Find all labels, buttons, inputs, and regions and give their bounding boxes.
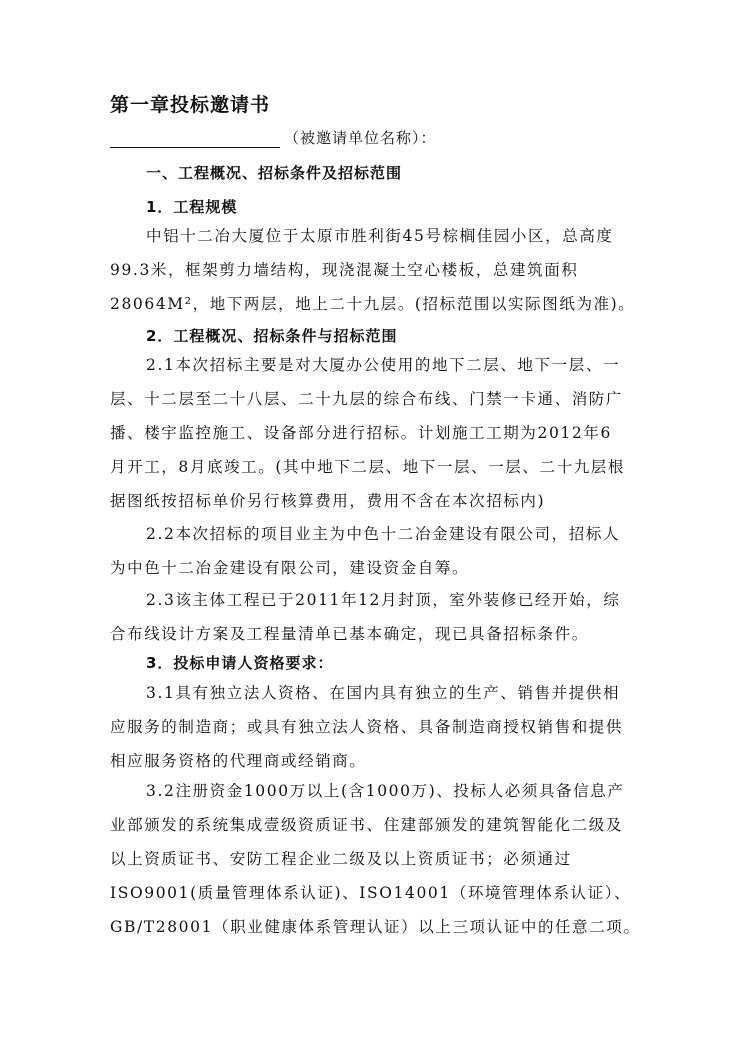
p22-line-2: 为中色十二冶金建设有限公司，建设资金自筹。 (110, 559, 470, 577)
sub1-paragraph (110, 219, 640, 321)
sub1-line-3: 28064M²，地下两层，地上二十九层。(招标范围以实际图纸为准)。 (110, 295, 636, 313)
p23-line-2: 合布线设计方案及工程量清单已基本确定，现已具备招标条件。 (110, 625, 589, 643)
p32-line-2: 业部颁发的系统集成壹级资质证书、住建部颁发的建筑智能化二级及 (110, 816, 624, 834)
invitee-blank (110, 131, 280, 148)
p32-line-1: 3.2注册资金1000万以上(含1000万)、投标人必须具备信息产 (146, 782, 625, 800)
sub2-heading: 2．工程概况、招标条件与招标范围 (146, 327, 398, 345)
p21-paragraph (110, 348, 640, 518)
p22-paragraph (110, 517, 640, 585)
chapter-title: 第一章投标邀请书 (110, 94, 271, 116)
p23-line-1: 2.3该主体工程已于2011年12月封顶，室外装修已经开始，综 (146, 591, 621, 609)
p31-paragraph (110, 676, 640, 778)
sub1-line-2: 99.3米，框架剪力墙结构，现浇混凝土空心楼板，总建筑面积 (110, 261, 579, 279)
p23-paragraph (110, 583, 640, 651)
p31-line-1: 3.1具有独立法人资格、在国内具有独立的生产、销售并提供相 (146, 684, 621, 702)
p31-line-3: 相应服务资格的代理商或经销商。 (110, 752, 367, 770)
invitee-suffix: （被邀请单位名称）： (284, 129, 437, 147)
section1-heading: 一、工程概况、招标条件及招标范围 (146, 164, 403, 182)
p32-line-4: ISO9001(质量管理体系认证)、ISO14001（环境管理体系认证）、 (110, 884, 632, 902)
sub1-line-1: 中铝十二冶大厦位于太原市胜利街45号棕榈佳园小区，总高度 (146, 227, 614, 245)
p21-line-5: 据图纸按招标单价另行核算费用，费用不含在本次招标内) (110, 492, 546, 510)
p22-line-1: 2.2本次招标的项目业主为中色十二冶金建设有限公司，招标人 (146, 525, 621, 543)
invitee-line (110, 127, 437, 148)
p32-line-5: GB/T28001（职业健康体系管理认证）以上三项认证中的任意二项。 (110, 918, 641, 936)
p21-line-3: 播、楼宇监控施工、设备部分进行招标。计划施工工期为2012年6 (110, 424, 612, 442)
p21-line-1: 2.1本次招标主要是对大厦办公使用的地下二层、地下一层、一 (146, 356, 621, 374)
sub1-heading: 1．工程规模 (146, 198, 238, 216)
p21-line-2: 层、十二层至二十八层、二十九层的综合布线、门禁一卡通、消防广 (110, 390, 624, 408)
sub3-heading: 3．投标申请人资格要求： (146, 654, 334, 672)
p32-paragraph (110, 774, 640, 944)
p31-line-2: 应服务的制造商；或具有独立法人资格、具备制造商授权销售和提供 (110, 718, 624, 736)
p32-line-3: 以上资质证书、安防工程企业二级及以上资质证书；必须通过 (110, 850, 572, 868)
p21-line-4: 月开工，8月底竣工。(其中地下二层、地下一层、一层、二十九层根 (110, 458, 626, 476)
